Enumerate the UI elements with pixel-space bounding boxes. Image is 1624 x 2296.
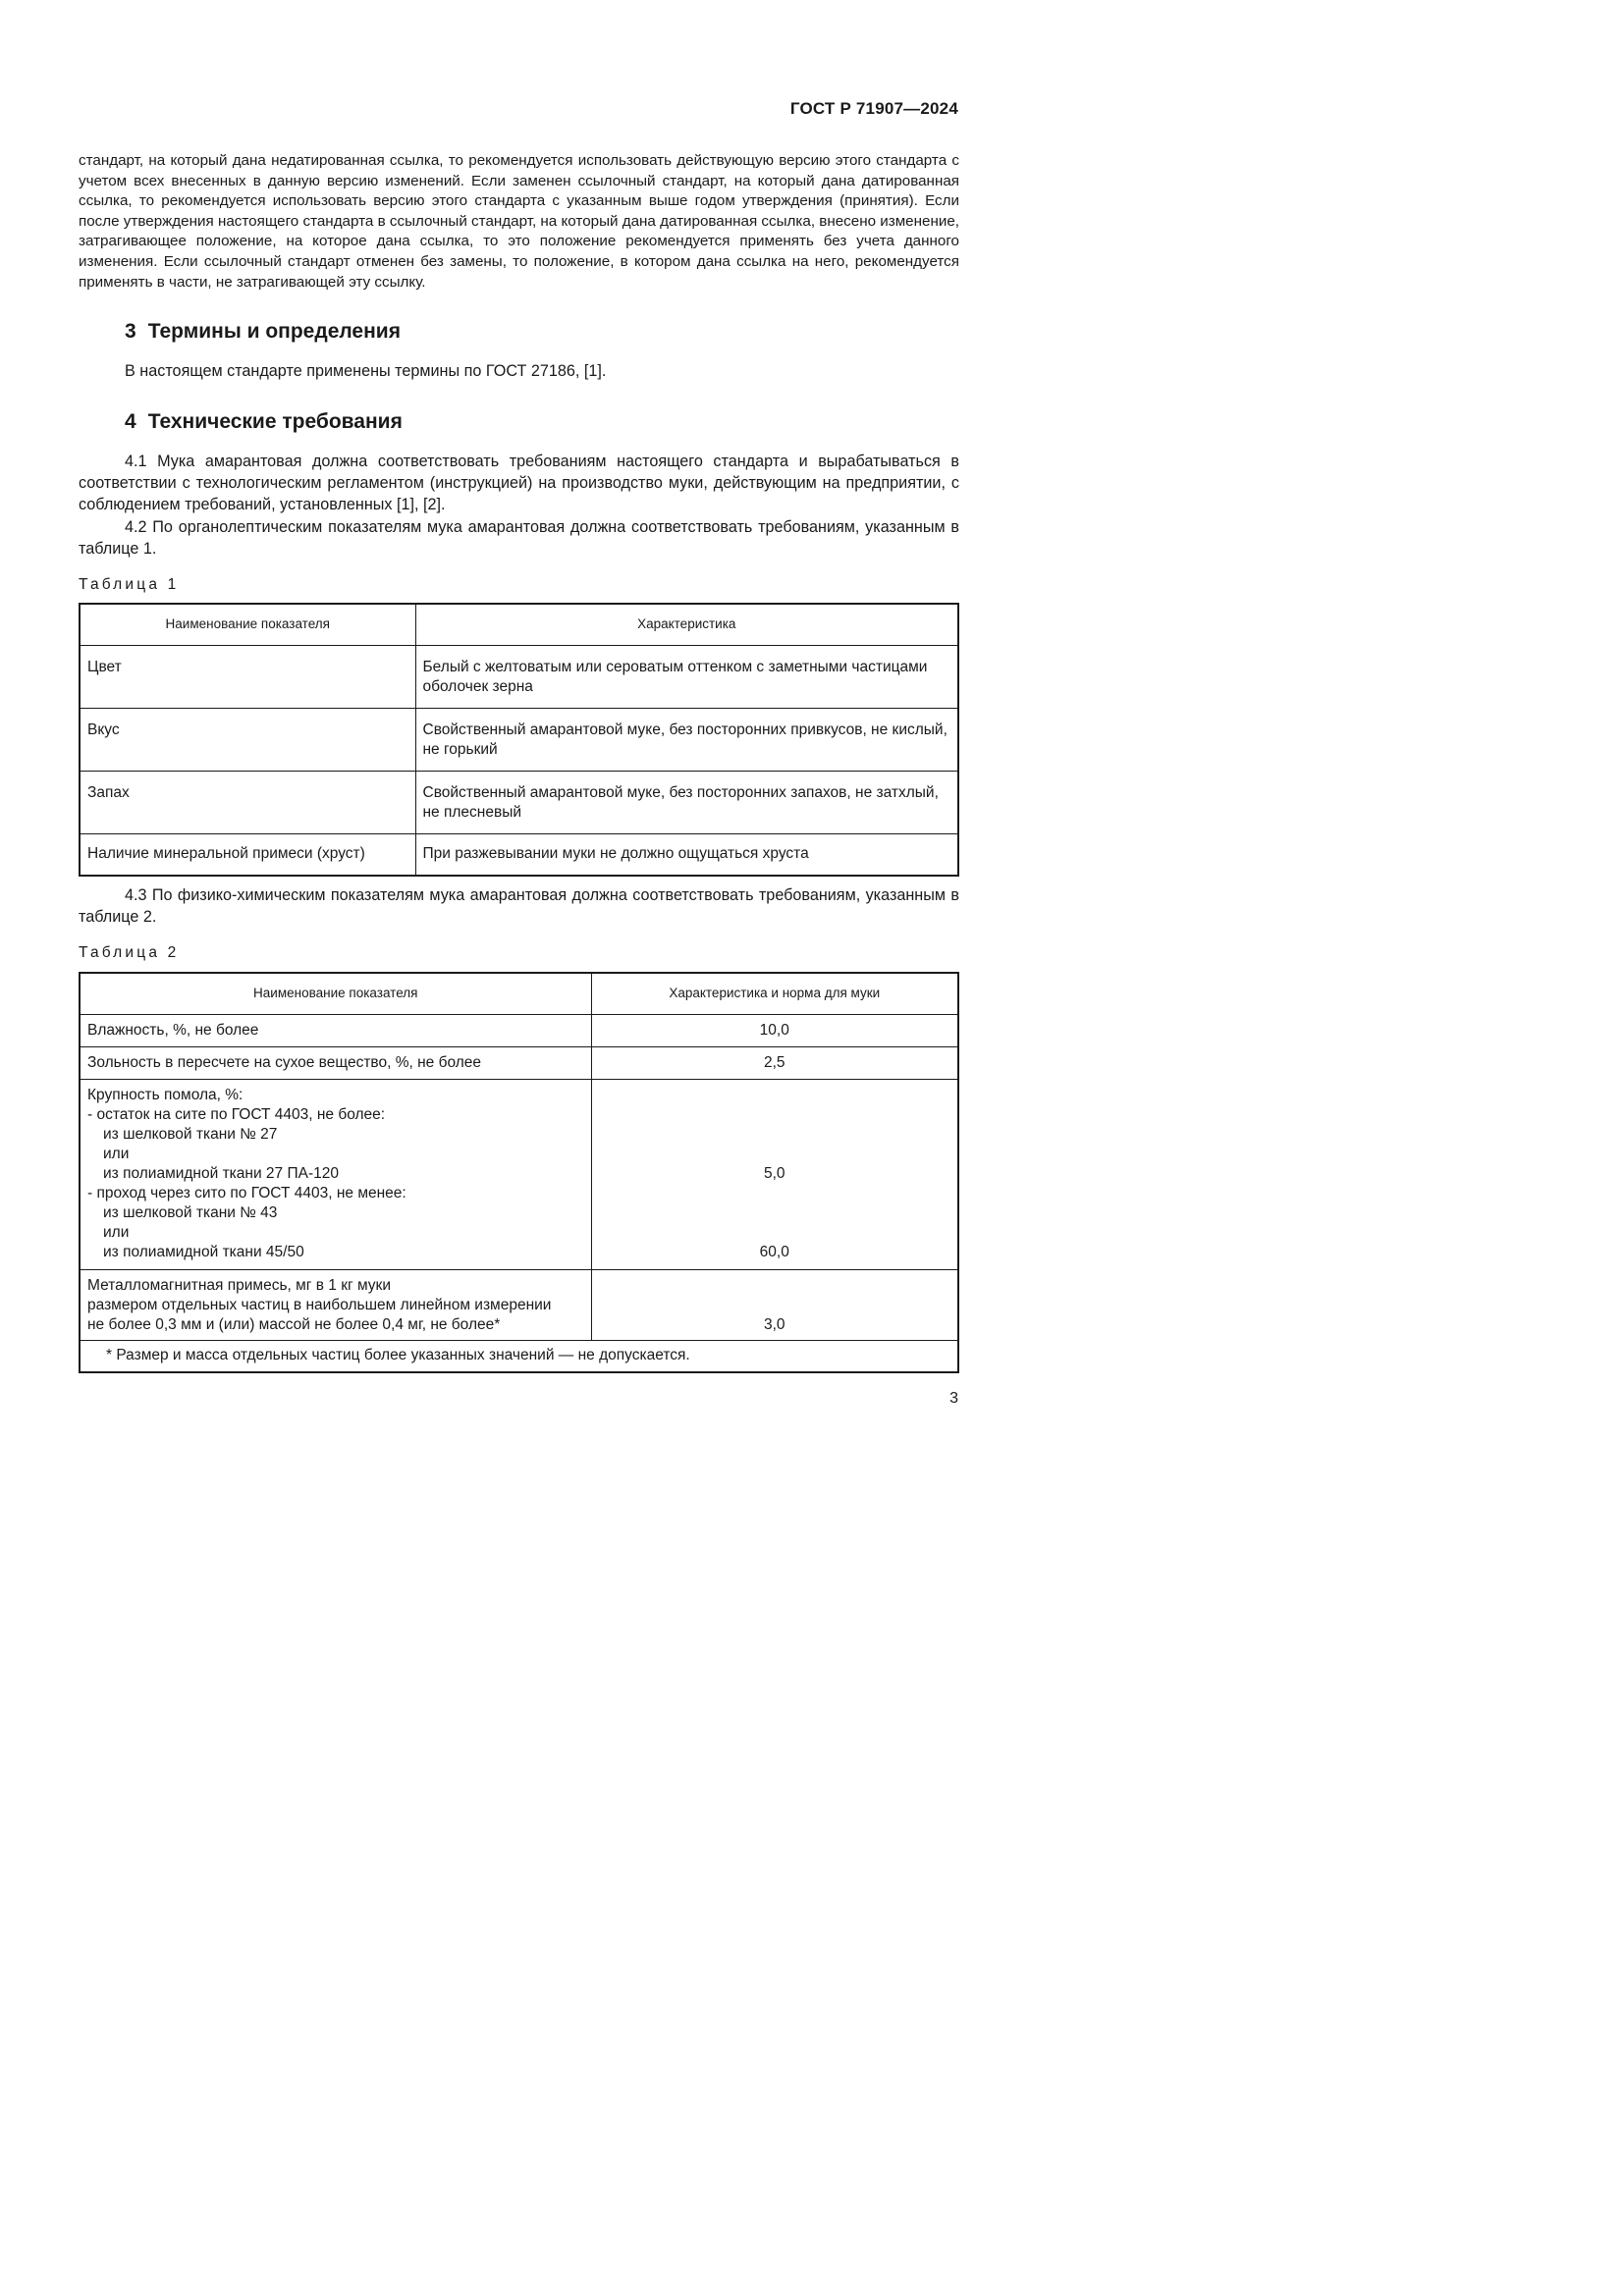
table-1-cell: При разжевывании муки не должно ощущаться хруста <box>415 833 958 876</box>
table-1-cell: Свойственный амарантовой муке, без посторонних привкусов, не кислый, не горький <box>415 708 958 771</box>
fineness-line: из шелковой ткани № 43 <box>103 1203 278 1221</box>
section-4-title <box>125 410 403 434</box>
table-2-cell-metal-value <box>591 1269 958 1340</box>
table-1-cell: Запах <box>80 771 415 833</box>
section-3-number: 3 <box>125 320 136 343</box>
table-2-cell: Влажность, %, не более <box>80 1014 591 1046</box>
fineness-line: - проход через сито по ГОСТ 4403, не менее: <box>87 1184 406 1201</box>
table-1-cell: Наличие минеральной примеси (хруст) <box>80 833 415 876</box>
table-row <box>80 645 958 708</box>
table-2-value: 10,0 <box>591 1014 958 1046</box>
fineness-line: - остаток на сите по ГОСТ 4403, не более: <box>87 1105 386 1123</box>
section-3-title-text: Термины и определения <box>147 320 401 343</box>
fineness-line: из полиамидной ткани 45/50 <box>103 1243 304 1260</box>
table-1-header-char: Характеристика <box>415 604 958 645</box>
section-3-title <box>125 320 401 344</box>
table-2-header-name: Наименование показателя <box>80 973 591 1014</box>
table-2 <box>79 972 959 1373</box>
table-2-value: 2,5 <box>591 1046 958 1079</box>
table-2-header-norm: Характеристика и норма для муки <box>591 973 958 1014</box>
table-row <box>80 1269 958 1340</box>
fineness-line: или <box>103 1223 130 1241</box>
metal-line: не более 0,3 мм и (или) массой не более 0,4 мг, не более* <box>87 1315 501 1333</box>
paragraph-4-3: 4.3 По физико-химическим показателям мука амарантовая должна соответствовать требованиям, указанным в таблице 2. <box>79 886 959 926</box>
paragraph-4-2: 4.2 По органолептическим показателям мука амарантовая должна соответствовать требованиям, указанным в таблице 1. <box>79 518 959 558</box>
metal-line: Металломагнитная примесь, мг в 1 кг муки <box>87 1276 391 1294</box>
table-1-cell: Цвет <box>80 645 415 708</box>
section-3-text: В настоящем стандарте применены термины по ГОСТ 27186, [1]. <box>125 362 607 380</box>
page-number: 3 <box>949 1390 958 1407</box>
section-4-title-text: Технические требования <box>147 410 403 433</box>
table-2-cell-metal <box>80 1269 591 1340</box>
table-1-header-row <box>80 604 958 645</box>
intro-text: стандарт, на который дана недатированная ссылка, то рекомендуется использовать действующую версию этого стандарта с учетом всех внесенных в данную версию изменений. Если заменен ссылочный стандарт, на который дана датированная ссылка, то рекомендуется использовать версию этого стандарта с указанным выше годом утверждения (принятия). Если после утверждения настоящего стандарта в ссылочный стандарт, на который дана датированная ссылка, внесено изменение, затрагивающее положение, на которое дана ссылка, то это положение рекомендуется применять без учета данного изменения. Если ссылочный стандарт отменен без замены, то положение, в котором дана ссылка на него, рекомендуется применять в части, не затрагивающей эту ссылку. <box>79 152 959 291</box>
table-1-cell: Вкус <box>80 708 415 771</box>
table-2-caption: Таблица 2 <box>79 944 180 961</box>
table-2-header-row <box>80 973 958 1014</box>
table-2-value: 3,0 <box>763 1315 785 1333</box>
table-2-cell-fineness <box>80 1079 591 1269</box>
fineness-line: или <box>103 1145 130 1162</box>
table-1-cell: Белый с желтоватым или сероватым оттенком с заметными частицами оболочек зерна <box>415 645 958 708</box>
table-1-header-name: Наименование показателя <box>80 604 415 645</box>
metal-line: размером отдельных частиц в наибольшем линейном измерении <box>87 1296 552 1313</box>
fineness-line: из шелковой ткани № 27 <box>103 1125 278 1143</box>
table-2-cell-fineness-values <box>591 1079 958 1269</box>
table-row <box>80 1014 958 1046</box>
fineness-line: из полиамидной ткани 27 ПА-120 <box>103 1164 339 1182</box>
fineness-line: Крупность помола, %: <box>87 1086 244 1103</box>
table-2-value: 5,0 <box>763 1164 785 1182</box>
table-2-footnote: * Размер и масса отдельных частиц более указанных значений — не допускается. <box>80 1340 958 1372</box>
table-row <box>80 708 958 771</box>
table-2-cell: Зольность в пересчете на сухое вещество, %, не более <box>80 1046 591 1079</box>
section-4-number: 4 <box>125 410 136 433</box>
table-1-caption: Таблица 1 <box>79 576 180 593</box>
table-1-cell: Свойственный амарантовой муке, без посторонних запахов, не затхлый, не плесневый <box>415 771 958 833</box>
table-2-footnote-row <box>80 1340 958 1372</box>
document-id: ГОСТ Р 71907—2024 <box>789 99 958 118</box>
table-row <box>80 1046 958 1079</box>
intro-paragraph <box>79 151 959 293</box>
table-1 <box>79 603 959 877</box>
table-2-value: 60,0 <box>759 1243 789 1260</box>
table-row <box>80 833 958 876</box>
paragraph-4-1: 4.1 Мука амарантовая должна соответствовать требованиям настоящего стандарта и вырабатываться в соответствии с технологическим регламентом (инструкцией) на производство муки, действующим на предприятии, с соблюдением требований, установленных [1], [2]. <box>79 453 959 513</box>
table-row <box>80 1079 958 1269</box>
table-row <box>80 771 958 833</box>
